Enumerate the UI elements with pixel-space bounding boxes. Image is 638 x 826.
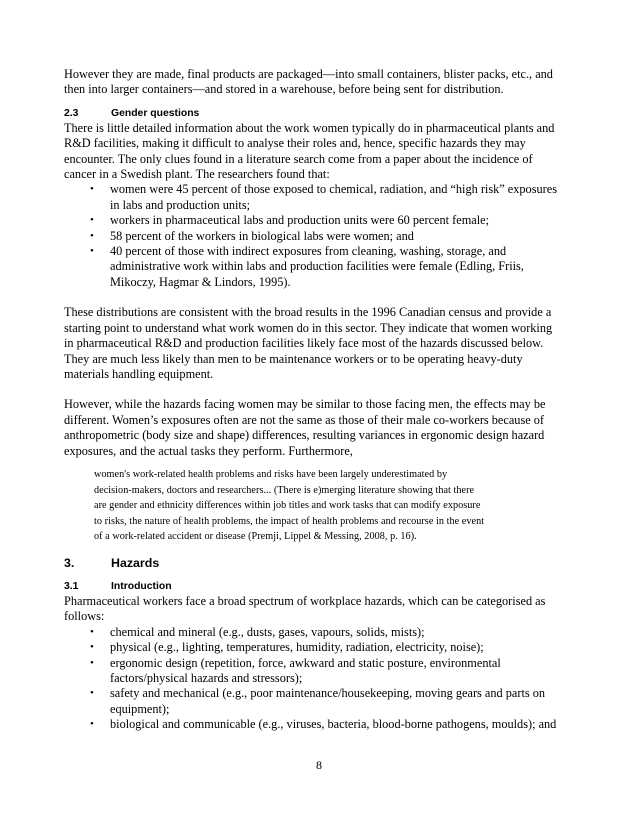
section-title: Introduction	[111, 580, 172, 592]
quote-line: decision-makers, doctors and researchers... (There is e)merging literature showing that there	[94, 484, 475, 496]
list-item: • 58 percent of the workers in biological labs were women; and	[90, 228, 414, 243]
list-item: • ergonomic design (repetition, force, awkward and static posture, environmental factors/physical hazards and stressors);	[90, 655, 501, 685]
quote-line: to risks, the nature of health problems, the impact of health problems and recourse in the event	[94, 515, 485, 527]
heading-gender-questions	[64, 106, 564, 121]
section-title: Hazards	[111, 555, 160, 570]
bullet-icon: •	[90, 229, 94, 242]
list-item: • chemical and mineral (e.g., dusts, gases, vapours, solids, mists);	[90, 624, 425, 639]
bullet-icon: •	[90, 245, 94, 258]
list-item: • workers in pharmaceutical labs and production units were 60 percent female;	[90, 213, 490, 228]
heading-hazards	[64, 556, 564, 571]
bullet-icon: •	[90, 214, 94, 227]
section-number: 3.	[64, 555, 75, 570]
section-number: 3.1	[64, 580, 79, 592]
hazards-intro-paragraph: Pharmaceutical workers face a broad spectrum of workplace hazards, which can be categorised as follows:	[64, 593, 546, 624]
list-item: • physical (e.g., lighting, temperatures, humidity, radiation, electricity, noise);	[90, 640, 484, 655]
list-item: • women were 45 percent of those exposed to chemical, radiation, and “high risk” exposures in labs and production units;	[90, 182, 557, 212]
gender-bullet-list	[64, 182, 564, 290]
bullet-icon: •	[90, 641, 94, 654]
list-item: • biological and communicable (e.g., viruses, bacteria, blood-borne pathogens, moulds); and	[90, 717, 557, 732]
gender-paragraph: There is little detailed information about the work women typically do in pharmaceutical plants and R&D facilities, making it difficult to analyse their roles and, hence, specific hazards they may encounter. The only clues found in a literature search come from a paper about the incidence of cancer in a Swedish plant. The researchers found that:	[64, 120, 555, 182]
exposure-paragraph: However, while the hazards facing women may be similar to those facing men, the effects may be different. Women’s exposures often are not the same as those of their male co-workers because of anthropometric (body size and shape) differences, resulting variances in ergonomic design hazard exposures, and the actual tasks they perform. Furthermore,	[64, 397, 546, 458]
bullet-icon: •	[90, 183, 94, 196]
quote-line: of a work-related accident or disease (Premji, Lippel & Messing, 2008, p. 16).	[94, 531, 417, 543]
bullet-icon: •	[90, 687, 94, 700]
section-title: Gender questions	[111, 107, 200, 119]
quote-line: women's work-related health problems and risks have been largely underestimated by	[94, 468, 448, 480]
distribution-paragraph: These distributions are consistent with the broad results in the 1996 Canadian census and provide a starting point to understand what work women do in this sector. They indicate that women working in pharmaceutical R&D and production facilities likely face most of the hazards discussed below. They are much less likely than men to be maintenance workers or to be operating heavy-duty materials handling equipment.	[64, 305, 553, 381]
intro-paragraph: However they are made, final products are packaged—into small containers, blister packs, etc., and then into larger containers—and stored in a warehouse, before being sent for distribution.	[64, 67, 553, 97]
heading-introduction	[64, 579, 564, 594]
list-item: • 40 percent of those with indirect exposures from cleaning, washing, storage, and administrative work within labs and production facilities were female (Edling, Friis, Mikoczy, Hagmar & Lindors, 1995).	[90, 244, 524, 289]
bullet-icon: •	[90, 625, 94, 638]
section-number: 2.3	[64, 107, 79, 119]
list-item: • safety and mechanical (e.g., poor maintenance/housekeeping, moving gears and parts on equipment);	[90, 686, 546, 716]
block-quote	[94, 467, 564, 545]
page-body	[64, 67, 564, 733]
hazards-bullet-list	[64, 625, 564, 733]
bullet-icon: •	[90, 656, 94, 669]
bullet-icon: •	[90, 718, 94, 731]
quote-line: are gender and ethnicity differences within job titles and work tasks that can modify exposure	[94, 500, 481, 512]
page-number: 8	[316, 758, 322, 772]
